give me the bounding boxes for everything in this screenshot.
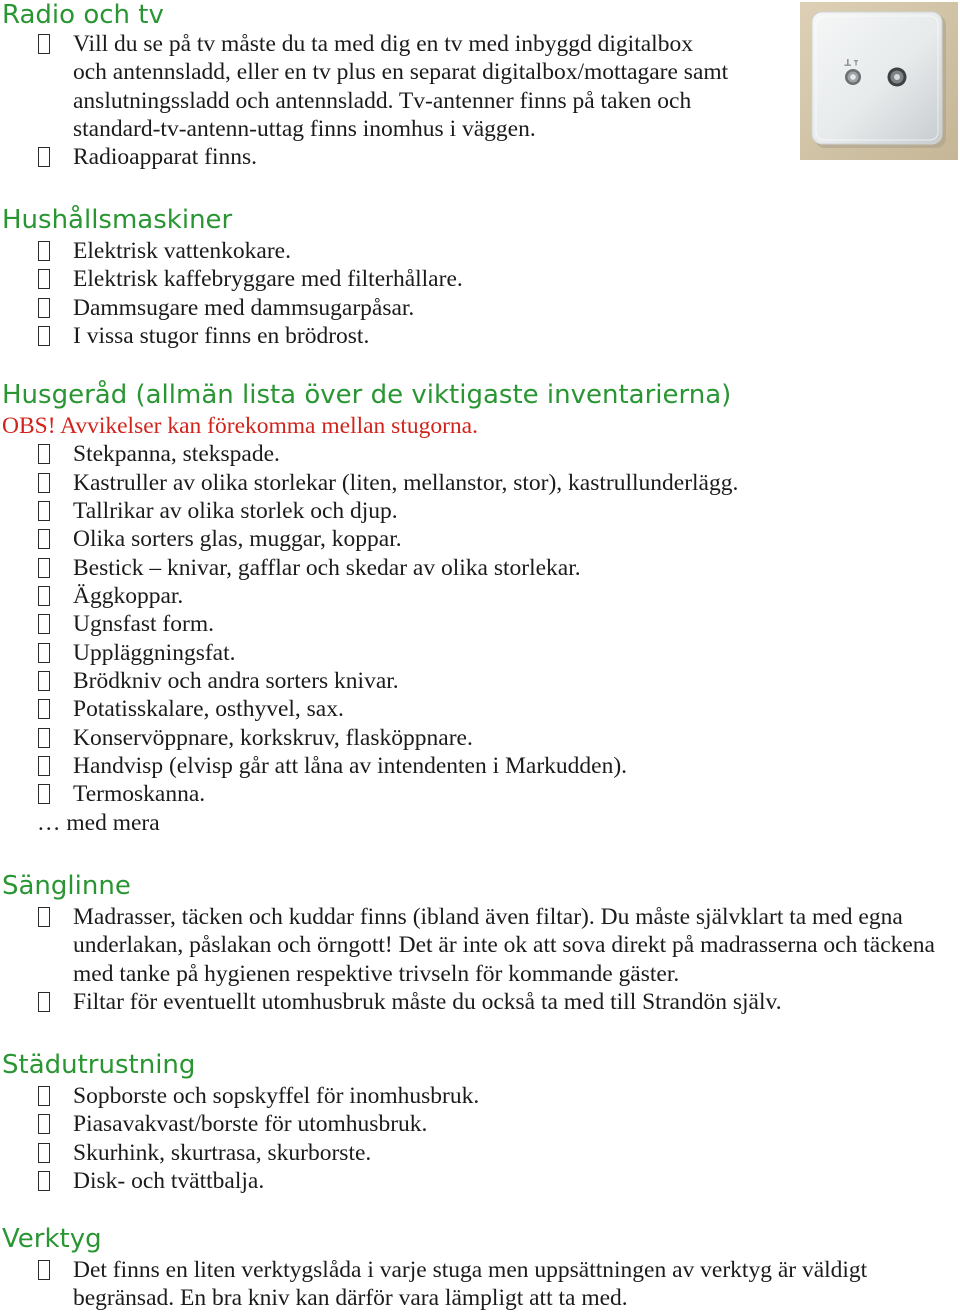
list-item-text: Det finns en liten verktygslåda i varje stuga men uppsättningen av verktyg är väldigt — [73, 1257, 868, 1283]
box-bullet-icon — [38, 1114, 50, 1134]
box-bullet-icon — [38, 671, 50, 691]
section-radio-och-tv — [0, 0, 960, 172]
box-bullet-icon — [38, 444, 50, 464]
list-item-text: anslutningssladd och antennsladd. Tv-antenner finns på taken och — [73, 87, 692, 114]
list-item-text: Sopborste och sopskyffel för inomhusbruk. — [73, 1083, 480, 1109]
list-item-text: Konservöppnare, korkskruv, flasköppnare. — [73, 724, 473, 751]
list-item-text: Dammsugare med dammsugarpåsar. — [73, 294, 415, 321]
list-item — [0, 1082, 960, 1110]
list-item — [0, 143, 960, 171]
box-bullet-icon — [38, 614, 50, 634]
list-item-text: med tanke på hygienen respektive trivseln för kommande gäster. — [73, 960, 680, 987]
list-item-text: Olika sorters glas, muggar, koppar. — [73, 526, 402, 553]
list-item — [0, 639, 960, 667]
list-item-text: Madrasser, täcken och kuddar finns (ibland även filtar). Du måste självklart ta med egna — [73, 904, 903, 930]
list-item — [0, 554, 960, 582]
list-item-text: Brödkniv och andra sorters knivar. — [73, 668, 399, 695]
list-item — [0, 294, 960, 322]
box-bullet-icon — [38, 558, 50, 578]
list-item — [0, 440, 960, 468]
list-item-text: Disk- och tvättbalja. — [73, 1168, 265, 1195]
list-item-text: Radioapparat finns. — [73, 144, 258, 171]
list-item — [0, 903, 960, 988]
box-bullet-icon — [38, 643, 50, 663]
box-bullet-icon — [38, 1260, 50, 1280]
box-bullet-icon — [38, 586, 50, 606]
section-sanglinne — [0, 871, 960, 1016]
box-bullet-icon — [38, 501, 50, 521]
list-item — [0, 752, 960, 780]
list-item — [0, 667, 960, 695]
box-bullet-icon — [38, 147, 50, 167]
list-item-text: och antennsladd, eller en tv plus en separat digitalbox/mottagare samt — [73, 59, 729, 86]
list-item-text: begränsad. En bra kniv kan därför vara lämpligt att ta med. — [73, 1285, 628, 1312]
list-item — [0, 525, 960, 553]
box-bullet-icon — [38, 269, 50, 289]
list-item — [0, 1167, 960, 1195]
list-item — [0, 724, 960, 752]
section-heading: Radio och tv — [2, 0, 164, 30]
section-hushallsmaskiner — [0, 205, 960, 350]
section-heading: Hushållsmaskiner — [2, 205, 233, 235]
list-item-text: Tallrikar av olika storlek och djup. — [73, 498, 398, 525]
section-husgerad — [0, 380, 960, 837]
list-item-text: Ugnsfast form. — [73, 611, 214, 638]
section-heading: Sänglinne — [2, 871, 131, 901]
list-item-text: Filtar för eventuellt utomhusbruk måste du också ta med till Strandön själv. — [73, 989, 782, 1016]
section-heading: Husgeråd (allmän lista över de viktigaste inventarierna) — [2, 380, 732, 410]
list-item — [0, 497, 960, 525]
list-item — [0, 695, 960, 723]
list-item — [0, 30, 960, 143]
list-item-text: Termoskanna. — [73, 781, 206, 808]
list-item — [0, 610, 960, 638]
box-bullet-icon — [38, 298, 50, 318]
section-heading: Städutrustning — [2, 1050, 196, 1080]
box-bullet-icon — [38, 1171, 50, 1191]
list-item-text: Bestick – knivar, gafflar och skedar av olika storlekar. — [73, 554, 581, 581]
list-item — [0, 582, 960, 610]
list-item — [0, 1256, 960, 1313]
box-bullet-icon — [38, 756, 50, 776]
list-item-text: underlakan, påslakan och örngott! Det är inte ok att sova direkt på madrasserna och täckena — [73, 932, 935, 959]
list-item-text: Handvisp (elvisp går att låna av intendenten i Markudden). — [73, 753, 628, 780]
box-bullet-icon — [38, 241, 50, 261]
list-item-text: Piasavakvast/borste för utomhusbruk. — [73, 1111, 428, 1138]
box-bullet-icon — [38, 784, 50, 804]
list-item — [0, 322, 960, 350]
list-item-text: Äggkoppar. — [73, 583, 184, 610]
list-item-text: Kastruller av olika storlekar (liten, mellanstor, stor), kastrullunderlägg. — [73, 469, 739, 496]
list-item-text: Uppläggningsfat. — [73, 639, 236, 666]
list-item — [0, 469, 960, 497]
section-heading: Verktyg — [2, 1224, 102, 1254]
list-item-text: Stekpanna, stekspade. — [73, 441, 280, 468]
list-item-text: Vill du se på tv måste du ta med dig en tv med inbyggd digitalbox — [73, 31, 693, 57]
box-bullet-icon — [38, 728, 50, 748]
list-item — [0, 1139, 960, 1167]
box-bullet-icon — [38, 907, 50, 927]
list-item — [0, 988, 960, 1016]
box-bullet-icon — [38, 34, 50, 54]
list-item-text: Potatisskalare, osthyvel, sax. — [73, 696, 344, 723]
list-item-text: standard-tv-antenn-uttag finns inomhus i väggen. — [73, 116, 536, 143]
list-item — [0, 780, 960, 808]
box-bullet-icon — [38, 1143, 50, 1163]
list-item — [0, 237, 960, 265]
section-stadutrustning — [0, 1050, 960, 1195]
list-item — [0, 1110, 960, 1138]
notice-text: OBS! Avvikelser kan förekomma mellan stugorna. — [2, 413, 478, 439]
box-bullet-icon — [38, 326, 50, 346]
list-item-text: I vissa stugor finns en brödrost. — [73, 323, 370, 350]
box-bullet-icon — [38, 1086, 50, 1106]
box-bullet-icon — [38, 699, 50, 719]
more-text: … med mera — [37, 809, 160, 836]
box-bullet-icon — [38, 529, 50, 549]
list-item-text: Skurhink, skurtrasa, skurborste. — [73, 1139, 372, 1166]
box-bullet-icon — [38, 992, 50, 1012]
list-item-text: Elektrisk vattenkokare. — [73, 238, 291, 264]
list-item — [0, 265, 960, 293]
box-bullet-icon — [38, 473, 50, 493]
section-verktyg — [0, 1224, 960, 1313]
list-item-text: Elektrisk kaffebryggare med filterhållare. — [73, 266, 463, 293]
